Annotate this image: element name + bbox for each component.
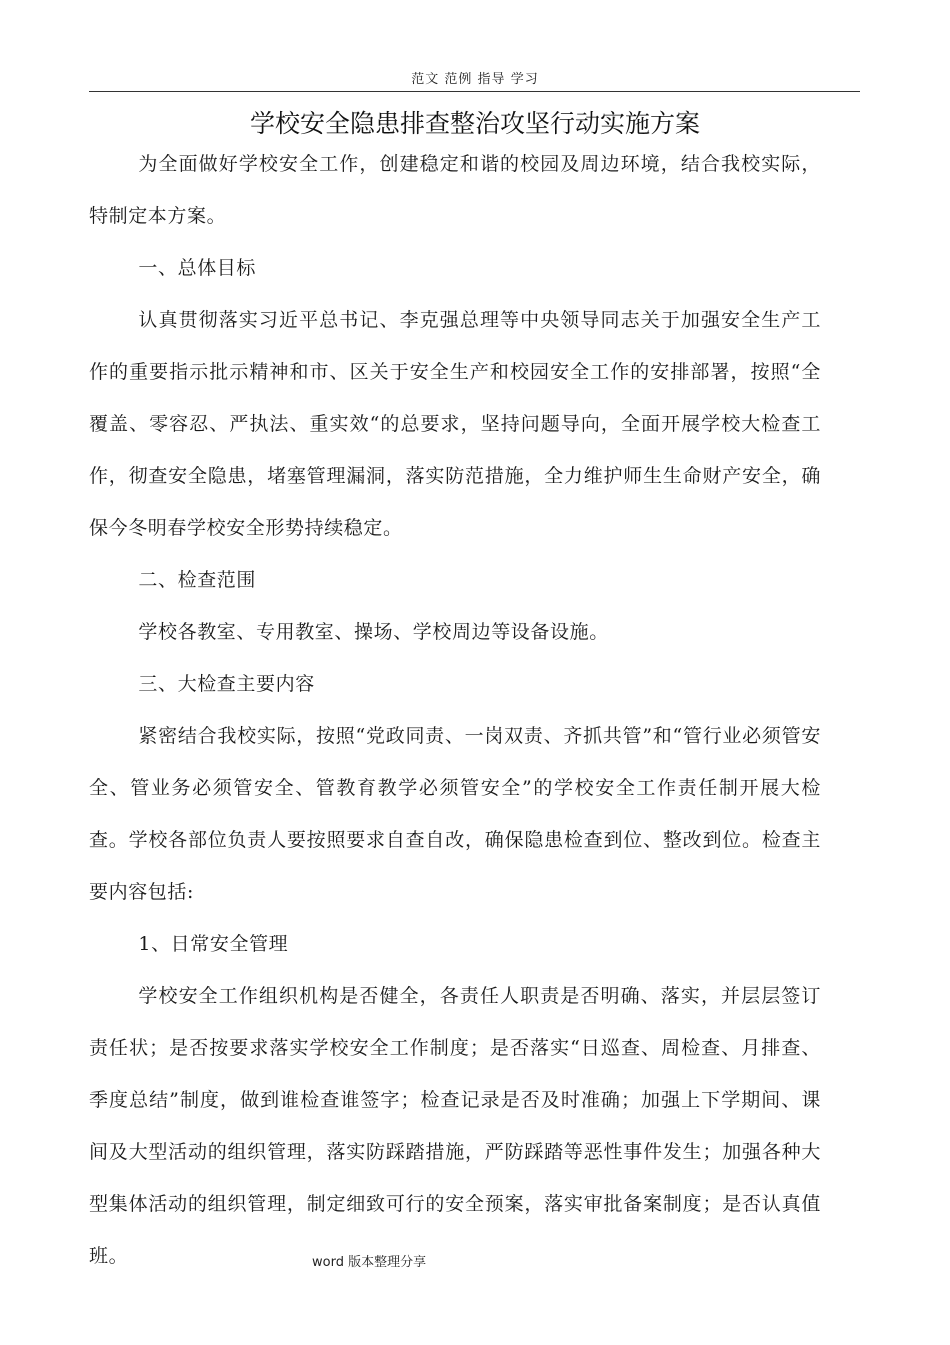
scope-paragraph: 学校各教室、专用教室、操场、学校周边等设备设施。 [138,621,609,643]
section-heading-goals: 一、总体目标 [138,257,256,279]
section-heading-scope: 二、检查范围 [138,569,256,591]
page-footer: word 版本整理分享 [312,1255,427,1270]
daily-paragraph: 学校安全工作组织机构是否健全，各责任人职责是否明确、落实，并层层签订责任状；是否按要求落实学校安全工作制度；是否落实“日巡查、周检查、月排查、季度总结”制度，做到谁检查谁签字；检查记录是否及时准确；加强上下学期间、课间及大型活动的组织管理，落实防踩踏措施，严防踩踏等恶性事件发生；加强各种大型集体活动的组织管理，制定细致可行的安全预案，落实审批备案制度；是否认真值班。 [89,985,821,1267]
page-header: 范文 范例 指导 学习 [411,72,539,87]
content-paragraph: 紧密结合我校实际，按照“党政同责、一岗双责、齐抓共管”和“管行业必须管安全、管业务必须管安全、管教育教学必须管安全”的学校安全工作责任制开展大检查。学校各部位负责人要按照要求自查自改，确保隐患检查到位、整改到位。检查主要内容包括: [89,725,821,903]
section-heading-content: 三、大检查主要内容 [138,673,315,695]
header-divider [89,91,860,92]
subsection-heading-daily: 1、日常安全管理 [138,933,289,955]
document-title: 学校安全隐患排查整治攻坚行动实施方案 [249,109,700,138]
intro-paragraph: 为全面做好学校安全工作，创建稳定和谐的校园及周边环境，结合我校实际，特制定本方案。 [89,153,821,227]
document-body [89,138,821,1282]
goals-paragraph: 认真贯彻落实习近平总书记、李克强总理等中央领导同志关于加强安全生产工作的重要指示批示精神和市、区关于安全生产和校园安全工作的安排部署，按照“全覆盖、零容忍、严执法、重实效“的总要求，坚持问题导向，全面开展学校大检查工作，彻查安全隐患，堵塞管理漏洞，落实防范措施，全力维护师生生命财产安全，确保今冬明春学校安全形势持续稳定。 [89,309,821,539]
